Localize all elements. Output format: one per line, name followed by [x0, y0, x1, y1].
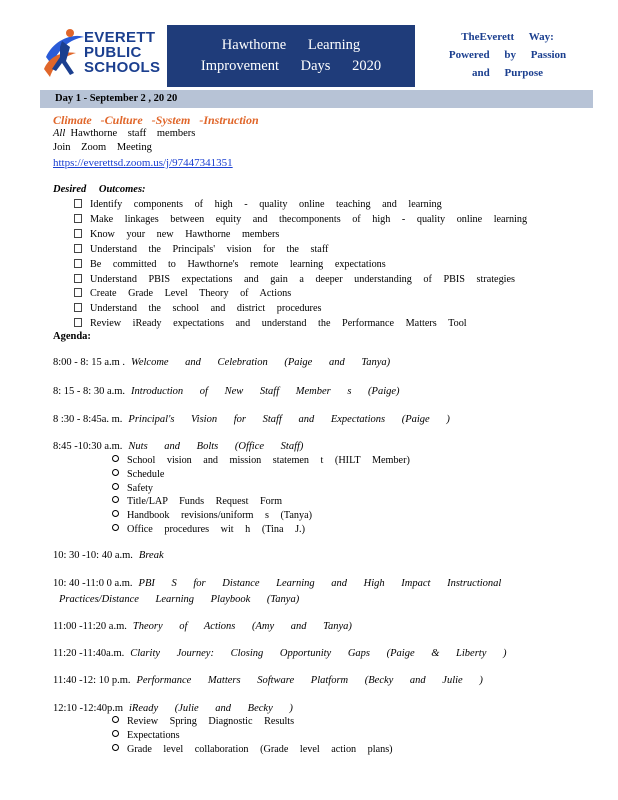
agenda-item	[53, 550, 164, 561]
nuts-bolts-item-text: Schedule	[127, 468, 165, 480]
outcome-item	[74, 288, 291, 299]
join-meeting-text: Join Zoom Meeting	[53, 142, 152, 153]
agenda-time: 11:00 -11:20 a.m.	[53, 621, 127, 632]
bullet-icon	[74, 259, 82, 268]
agenda-title: Principal's Vision for Staff and Expectations (Paige )	[128, 414, 450, 425]
agenda-title: Theory of Actions (Amy and Tanya)	[132, 621, 352, 632]
day-label: Day 1 - September 2 , 20 20	[55, 93, 178, 104]
bullet-icon	[74, 229, 82, 238]
agenda-label: Agenda:	[53, 331, 91, 342]
agenda-time: 8:00 - 8: 15 a.m .	[53, 357, 126, 368]
agenda-title: Performance Matters Software Platform (Becky and Julie )	[136, 675, 483, 686]
outcome-text: Identify components of high - quality online teaching and learning	[90, 199, 442, 210]
agenda-item	[53, 441, 303, 452]
logo-text: EVERETT PUBLIC SCHOOLS	[84, 29, 161, 76]
bullet-icon	[74, 303, 82, 312]
agenda-item	[53, 703, 293, 714]
circle-bullet-icon	[112, 455, 119, 462]
agenda-item	[53, 414, 450, 425]
nuts-bolts-item-text: Safety	[127, 482, 154, 494]
bullet-icon	[74, 318, 82, 327]
agenda-title: Nuts and Bolts (Office Staff)	[128, 441, 304, 452]
agenda-title: Break	[138, 550, 164, 561]
agenda-title: Practices/Distance Learning Playbook (Tanya)	[59, 594, 300, 605]
header-title-box	[167, 25, 415, 87]
outcome-text: Understand the school and district procedures	[90, 303, 322, 315]
outcome-item	[74, 303, 321, 314]
nuts-bolts-item	[112, 483, 153, 494]
nuts-bolts-item	[112, 510, 312, 521]
circle-bullet-icon	[112, 469, 119, 476]
zoom-meeting-link[interactable]: https://everettsd.zoom.us/j/97447341351	[53, 157, 233, 169]
iready-item-text: Review Spring Diagnostic Results	[127, 716, 295, 727]
nuts-bolts-item-text: Title/LAP Funds Request Form	[127, 496, 283, 508]
agenda-title: Welcome and Celebration (Paige and Tanya)	[131, 357, 391, 368]
agenda-time: 12:10 -12:40p.m	[53, 703, 123, 714]
outcome-item	[74, 214, 527, 225]
bullet-icon	[74, 288, 82, 297]
title-line-1: Hawthorne Learning	[221, 37, 361, 53]
agenda-time: 11:40 -12: 10 p.m.	[53, 675, 131, 686]
nuts-bolts-item-text: Handbook revisions/uniform s (Tanya)	[127, 510, 313, 522]
audience-line: All Hawthorne staff members	[53, 128, 196, 139]
agenda-item	[53, 675, 483, 686]
circle-bullet-icon	[112, 483, 119, 490]
circle-bullet-icon	[112, 524, 119, 531]
theme-line: Climate -Culture -System -Instruction	[53, 113, 259, 127]
outcome-text: Make linkages between equity and thecomponents of high - quality online learning	[90, 213, 528, 225]
outcome-text: Review iReady expectations and understand the Performance Matters Tool	[90, 318, 467, 330]
title-line-2: Improvement Days 2020	[200, 58, 382, 74]
iready-item	[112, 716, 294, 727]
agenda-title: Introduction of New Staff Member s (Paige)	[131, 386, 400, 397]
bullet-icon	[74, 199, 82, 208]
nuts-bolts-item	[112, 496, 282, 507]
agenda-time: 8: 15 - 8: 30 a.m.	[53, 386, 126, 397]
nuts-bolts-item	[112, 469, 164, 480]
agenda-time: 10: 40 -11:0 0 a.m.	[53, 578, 133, 589]
agenda-item	[53, 386, 400, 397]
agenda-time: 8 :30 - 8:45a. m.	[53, 414, 123, 425]
iready-item	[112, 744, 393, 755]
iready-item	[112, 730, 180, 741]
logo-figure-icon	[40, 25, 86, 85]
iready-item-text: Expectations	[127, 729, 180, 741]
outcome-text: Be committed to Hawthorne's remote learning expectations	[90, 258, 386, 270]
outcome-text: Create Grade Level Theory of Actions	[90, 288, 292, 300]
agenda-time: 10: 30 -10: 40 a.m.	[53, 550, 133, 561]
outcome-item	[74, 274, 515, 285]
outcome-item	[74, 229, 279, 240]
circle-bullet-icon	[112, 744, 119, 751]
outcome-item	[74, 199, 442, 210]
bullet-icon	[74, 274, 82, 283]
bullet-icon	[74, 214, 82, 223]
agenda-item	[53, 648, 507, 659]
circle-bullet-icon	[112, 730, 119, 737]
circle-bullet-icon	[112, 496, 119, 503]
outcome-item	[74, 244, 328, 255]
circle-bullet-icon	[112, 716, 119, 723]
tagline: TheEverett Way: Powered by Passion and Purpose	[448, 31, 567, 79]
outcome-item	[74, 259, 386, 270]
iready-item-text: Grade level collaboration (Grade level action plans)	[127, 743, 393, 755]
nuts-bolts-item-text: Office procedures wit h (Tina J.)	[127, 524, 305, 535]
outcome-item	[74, 318, 467, 329]
nuts-bolts-item	[112, 524, 305, 535]
agenda-item	[53, 578, 501, 589]
circle-bullet-icon	[112, 510, 119, 517]
agenda-time: 8:45 -10:30 a.m.	[53, 441, 123, 452]
agenda-item	[53, 594, 299, 605]
nuts-bolts-item-text: School vision and mission statemen t (HILT Member)	[127, 455, 410, 466]
outcome-text: Know your new Hawthorne members	[90, 228, 280, 240]
agenda-item	[53, 621, 352, 632]
agenda-time: 11:20 -11:40a.m.	[53, 648, 125, 659]
bullet-icon	[74, 244, 82, 253]
outcome-text: Understand PBIS expectations and gain a deeper understanding of PBIS strategies	[90, 273, 515, 285]
agenda-title: PBI S for Distance Learning and High Impact Instructional	[138, 578, 502, 589]
outcomes-label: Desired Outcomes:	[53, 184, 146, 195]
nuts-bolts-item	[112, 455, 410, 466]
outcome-text: Understand the Principals' vision for the staff	[90, 243, 329, 255]
agenda-item	[53, 357, 390, 368]
agenda-title: iReady (Julie and Becky )	[129, 703, 293, 714]
agenda-title: Clarity Journey: Closing Opportunity Gaps (Paige & Liberty )	[130, 648, 507, 659]
